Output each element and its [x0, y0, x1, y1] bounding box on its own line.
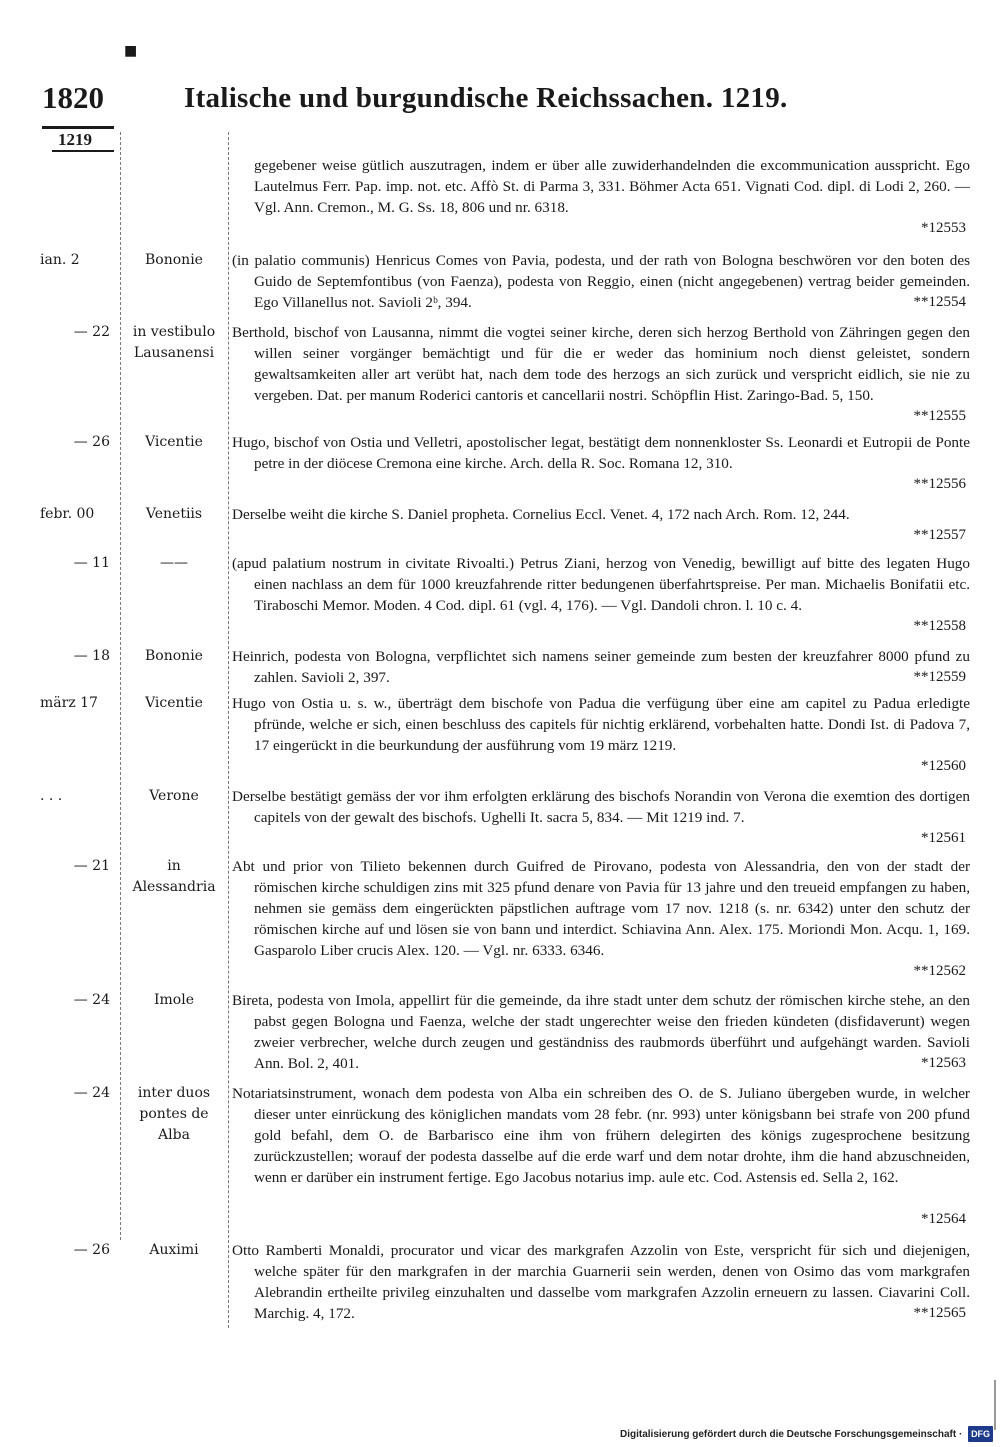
entry-place: ——: [160, 555, 188, 571]
entry-place: Imole: [154, 992, 194, 1008]
entry-text: (apud palatium nostrum in civitate Rivoalti.) Petrus Ziani, herzog von Venedig, bewilligt auf bitte des legaten Hugo einen nachlass an dem für 1000 kreuzfahrende ritter bedungenen überfahrtspreise. Per man. Michaelis Bonifatii etc. Tiraboschi Memor. Moden. 4 Cod. dipl. 61 (vgl. 4, 176). — Vgl. Dandoli chron. l. 10 c. 4.: [232, 555, 970, 614]
running-title: Italische und burgundische Reichssachen. 1219.: [184, 82, 788, 114]
dfg-logo: DFG: [968, 1426, 993, 1442]
entry-number: *12553: [921, 220, 966, 236]
entry-text: (in palatio communis) Henricus Comes von Pavia, podesta, und der rath von Bologna beschwören vor den boten des Guido de Septemfontibus (von Faenza), podesta von Reggio, einen (nicht angegebenen) vertrag beider gemeinden. Ego Villanellus not. Savioli 2ᵇ, 394.: [232, 252, 970, 311]
place-column-rule: [228, 132, 229, 1328]
entry-text: Bireta, podesta von Imola, appellirt für die gemeinde, da ihre stadt unter dem schutz der römischen kirche stehe, an den pabst gegen Bologna und Faenza, welche der stadt ungerechter weise den frieden kündeten (disfidaverunt) wegen zweier verbrecher, welche durch zeugen und geständniss des raubmords überführt und aufgehängt warden. Savioli Ann. Bol. 2, 401.: [232, 992, 970, 1072]
entry-date: ian. 2: [40, 252, 80, 268]
entry-number: **12562: [913, 963, 966, 979]
entry-date: — 21: [73, 858, 110, 874]
entry-date: — 26: [73, 434, 110, 450]
entry-text: Heinrich, podesta von Bologna, verpflichtet sich namens seiner gemeinde zum besten der kreuzfahrer 8000 pfund zu zahlen. Savioli 2, 397.: [232, 648, 970, 686]
entry-text: gegebener weise gütlich auszutragen, indem er über alle zuwiderhandelnden die excommunication ausspricht. Ego Lautelmus Ferr. Pap. imp. not. etc. Affò St. di Parma 3, 331. Böhmer Acta 651. Vignati Cod. dipl. di Lodi 2, 260. — Vgl. Ann. Cremon., M. G. Ss. 18, 806 und nr. 6318.: [254, 157, 970, 216]
entry-date: — 18: [73, 648, 110, 664]
entry-place: Vicentie: [145, 695, 203, 711]
entry-place: in vestibulo Lausanensi: [132, 324, 216, 361]
entry-place: Vicentie: [145, 434, 203, 450]
entry-date: märz 17: [40, 695, 98, 711]
entry-date: — 22: [73, 324, 110, 340]
entry-place: Venetiis: [145, 506, 203, 522]
entry-place: Verone: [149, 788, 199, 804]
entry-number: *12563: [921, 1055, 966, 1071]
entry-text: Berthold, bischof von Lausanna, nimmt die vogtei seiner kirche, deren sich herzog Berthold von Zähringen gegen den willen seiner vorgänger bemächtigt und für die er weder das hominium noch dienst geleistet, sondern gewaltsamkeiten aller art verübt hat, nach dem tode des herzogs an sich zurück und verspricht eidlich, sie nie zu vergeben. Dat. per manum Roderici cantoris et cancellarii nostri. Schöpflin Hist. Zaringo-Bad. 5, 150.: [232, 324, 970, 404]
entry-number: *12564: [921, 1211, 966, 1227]
entry-place: in Alessandria: [132, 858, 216, 895]
entry-date: — 26: [73, 1242, 110, 1258]
entry-text: Derselbe weiht die kirche S. Daniel propheta. Cornelius Eccl. Venet. 4, 172 nach Arch. Rom. 12, 244.: [232, 506, 850, 523]
entry-number: **12554: [913, 294, 966, 310]
page-number: 1820: [42, 80, 104, 115]
entry-number: *12560: [921, 758, 966, 774]
entry-number: *12561: [921, 830, 966, 846]
entry-number: **12559: [913, 669, 966, 685]
entry-number: **12557: [913, 527, 966, 543]
entry-number: **12565: [913, 1305, 966, 1321]
year-label: 1219: [58, 130, 92, 149]
entry-number: **12558: [913, 618, 966, 634]
entry-place: Bononie: [145, 648, 203, 664]
entry-date: — 11: [73, 555, 110, 571]
entry-text: Notariatsinstrument, wonach dem podesta von Alba ein schreiben des O. de S. Juliano übergeben wurde, in welcher dieser unter einrückung des königlichen mandats vom 28 febr. (nr. 993) unter königsbann bei strafe von 200 pfund gold befahl, dem O. de Barbarisco eine ihm von frühern delegirten des königs zugesprochene besitzung zurückzustellen; worauf der podesta dasselbe auf die erde warf und dem notar drohte, ihm die hand abzuschneiden, wenn er darüber ein instrument fertige. Ego Jacobus notarius imp. aule etc. Cod. Astensis ed. Sella 2, 162.: [232, 1085, 970, 1186]
entry-date: febr. 00: [40, 506, 95, 522]
digitization-credit: [620, 1426, 991, 1442]
entry-place: inter duos pontes de Alba: [137, 1085, 211, 1143]
entry-text: Otto Ramberti Monaldi, procurator und vicar des markgrafen Azzolin von Este, verspricht für sich und diejenigen, welche später für den markgrafen in der marchia Guarnerii sein werden, denen von Osimo das vom markgrafen Alebrandin ertheilte privileg einzuhalten und dasselbe vom markgrafen Azzolin erneuern zu lassen. Ciavarini Coll. Marchig. 4, 172.: [232, 1242, 970, 1322]
margin-mark: ■: [124, 43, 138, 59]
entry-date: — 24: [73, 1085, 110, 1101]
entry-text: Derselbe bestätigt gemäss der vor ihm erfolgten erklärung des bischofs Norandin von Verona die exemtion des dortigen capitels von der gewalt des bischofs. Ughelli It. sacra 5, 834. — Mit 1219 ind. 7.: [232, 788, 970, 826]
date-column-rule: [120, 132, 121, 1240]
entry-text: Hugo von Ostia u. s. w., überträgt dem bischofe von Padua die verfügung über eine am capitel zu Padua erledigte pfründe, welche er sich, einen beschluss des capitels für nichtig erklärend, vorbehalten hatte. Dondi Ist. di Padova 7, 17 eingerückt in die beurkundung der ausführung vom 19 märz 1219.: [232, 695, 970, 754]
top-rule: [42, 126, 114, 129]
entry-number: **12556: [913, 476, 966, 492]
entry-text: Abt und prior von Tilieto bekennen durch Guifred de Pirovano, podesta von Alessandria, den von der stadt der römischen kirche schuldigen zins mit 325 pfund denare von Pavia für 13 jahre und den treueid empfangen zu haben, nehmen sie gemäss dem eingerückten päpstlichen auftrage vom 17 nov. 1218 (s. nr. 6342) unter den schutz der römischen kirche auf und lösen sie von bann und interdict. Schiavina Ann. Alex. 175. Moriondi Mon. Acqu. 1, 169. Gasparolo Liber crucis Alex. 120. — Vgl. nr. 6333. 6346.: [232, 858, 970, 959]
entry-date: — 24: [73, 992, 110, 1008]
entry-date: . . .: [40, 788, 63, 804]
entry-place: Auximi: [149, 1242, 199, 1258]
year-rule: [52, 150, 114, 152]
scan-edge-mark: [994, 1380, 996, 1430]
entry-text: Hugo, bischof von Ostia und Velletri, apostolischer legat, bestätigt dem nonnenkloster Ss. Leonardi et Eutropii de Ponte petre in der diöcese Cremona eine kirche. Arch. della R. Soc. Romana 12, 310.: [232, 434, 970, 472]
entry-number: **12555: [913, 408, 966, 424]
page-header: [42, 78, 862, 122]
entry-place: Bononie: [145, 252, 203, 268]
credit-text: Digitalisierung gefördert durch die Deutsche Forschungsgemeinschaft ·: [620, 1429, 963, 1440]
